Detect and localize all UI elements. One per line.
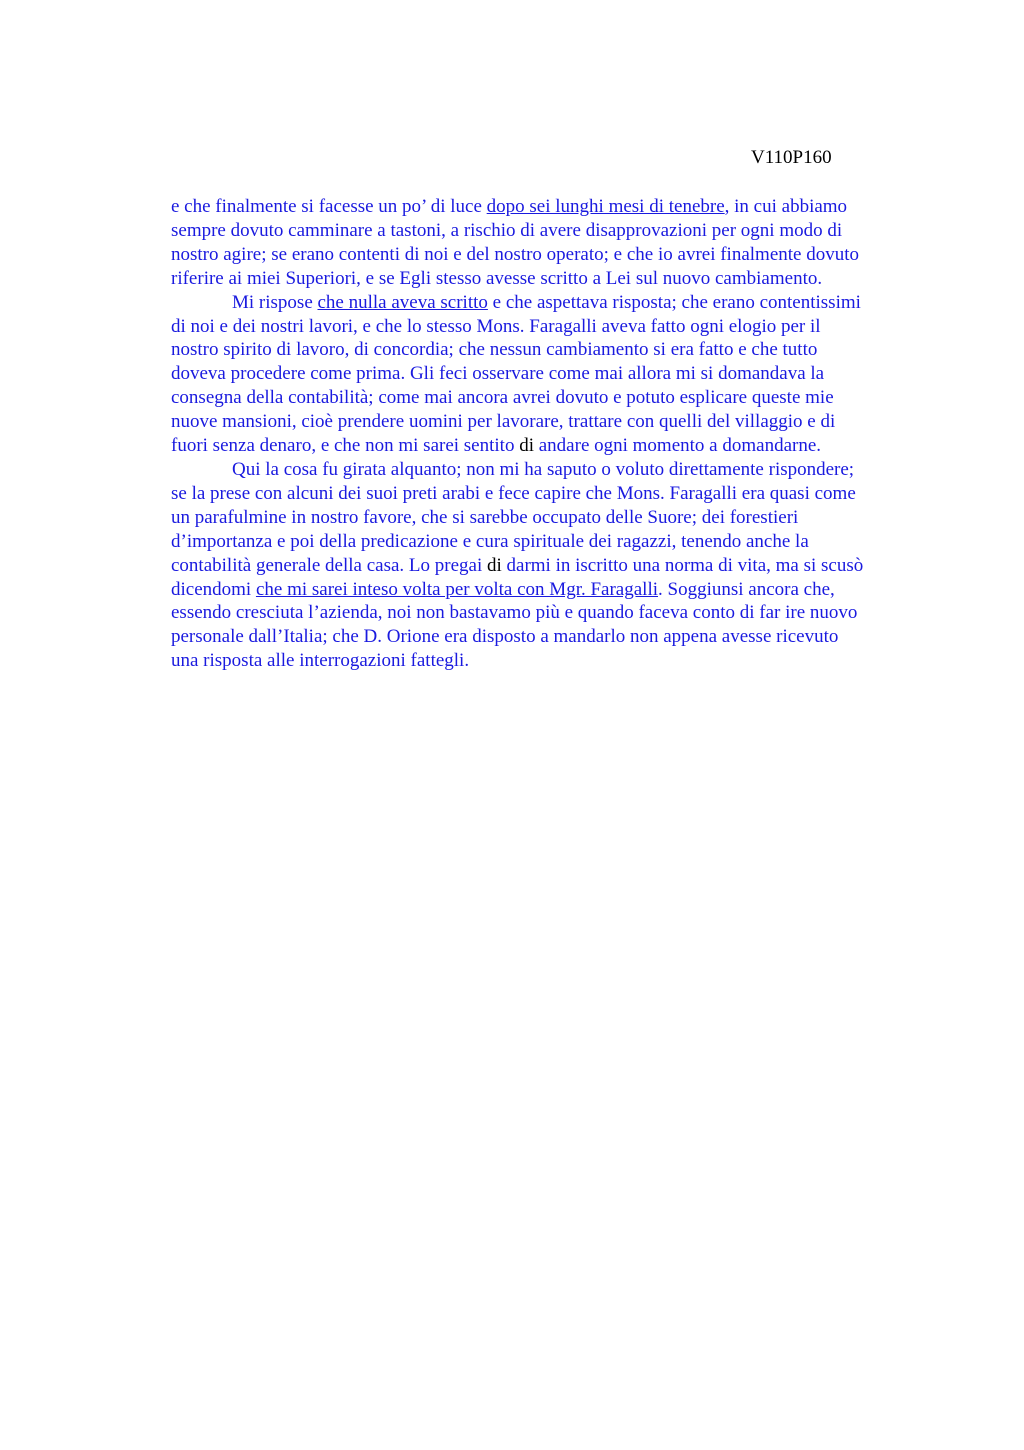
text-line: nostro agire; se erano contenti di noi e del nostro operato; e che io avrei finalmente dovuto bbox=[171, 243, 859, 265]
text-line: una risposta alle interrogazioni fattegli. bbox=[171, 650, 470, 672]
paragraph-3 bbox=[171, 458, 927, 673]
paragraph-2 bbox=[171, 291, 927, 458]
text-line: riferire ai miei Superiori, e se Egli stesso avesse scritto a Lei sul nuovo cambiamento. bbox=[171, 267, 823, 289]
text-line: un parafulmine in nostro favore, che si sarebbe occupato delle Suore; dei forestieri bbox=[171, 506, 799, 528]
text-line: se la prese con alcuni dei suoi preti arabi e fece capire che Mons. Faragalli era quasi come bbox=[171, 482, 856, 504]
underlined-phrase: dopo sei lunghi mesi di tenebre bbox=[486, 196, 725, 217]
text-line: nuove mansioni, cioè prendere uomini per lavorare, trattare con quelli del villaggio e di bbox=[171, 411, 836, 433]
text-line: fuori senza denaro, e che non mi sarei sentito di andare ogni momento a domandarne. bbox=[171, 435, 822, 457]
text-line: e che finalmente si facesse un po’ di luce dopo sei lunghi mesi di tenebre, in cui abbiamo bbox=[171, 196, 848, 217]
text-line: personale dall’Italia; che D. Orione era disposto a mandarlo non appena avesse ricevuto bbox=[171, 626, 839, 648]
underlined-phrase: che mi sarei inteso volta per volta con Mgr. Faragalli bbox=[255, 578, 659, 600]
text-line: d’importanza e poi della predicazione e cura spirituale dei ragazzi, tenendo anche la bbox=[171, 530, 809, 552]
text-line: doveva procedere come prima. Gli feci osservare come mai allora mi si domandava la bbox=[171, 363, 825, 385]
text-line: nostro spirito di lavoro, di concordia; che nessun cambiamento si era fatto e che tutto bbox=[171, 339, 818, 361]
text-line: contabilità generale della casa. Lo pregai di darmi in iscritto una norma di vita, ma si scusò bbox=[171, 554, 864, 576]
text-line: consegna della contabilità; come mai ancora avrei dovuto e potuto esplicare queste mie bbox=[171, 387, 834, 409]
plain-word: di bbox=[486, 554, 502, 576]
text-line: essendo cresciuta l’azienda, noi non bastavamo più e quando faceva conto di far ire nuovo bbox=[171, 602, 858, 624]
text-line: Mi rispose che nulla aveva scritto e che aspettava risposta; che erano contentissimi bbox=[232, 291, 861, 313]
text-line: di noi e dei nostri lavori, e che lo stesso Mons. Faragalli aveva fatto ogni elogio per il bbox=[171, 315, 821, 337]
underlined-phrase: che nulla aveva scritto bbox=[317, 291, 488, 313]
plain-word: di bbox=[519, 435, 534, 457]
body-text bbox=[171, 195, 927, 673]
page-code: V110P160 bbox=[751, 147, 832, 168]
paragraph-1 bbox=[171, 195, 927, 291]
text-line: sempre dovuto camminare a tastoni, a rischio di avere disapprovazioni per ogni modo di bbox=[171, 219, 843, 241]
text-line: dicendomi che mi sarei inteso volta per volta con Mgr. Faragalli. Soggiunsi ancora che, bbox=[171, 578, 835, 600]
text-line: Qui la cosa fu girata alquanto; non mi ha saputo o voluto direttamente rispondere; bbox=[232, 458, 855, 480]
